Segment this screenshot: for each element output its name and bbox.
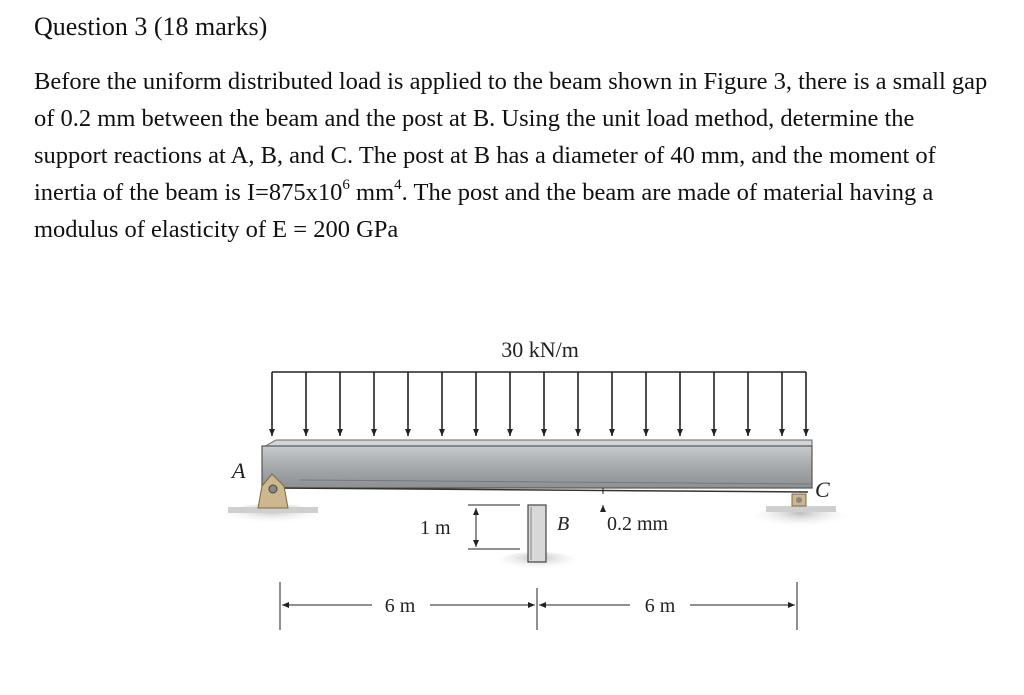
- figure-3-diagram: [0, 320, 1024, 650]
- distributed-load: [272, 372, 806, 436]
- exponent-6: 6: [342, 176, 350, 193]
- label-c: C: [815, 477, 830, 502]
- post-length-dimension: [468, 505, 520, 549]
- span-right-label: 6 m: [644, 595, 676, 617]
- beam: [262, 440, 812, 492]
- load-label: 30 kN/m: [501, 337, 579, 362]
- question-text-part1: Before the uniform distributed load is applied to the beam shown in Figure 3, there is a small gap of 0.2 mm between the beam and the post at B. Using the unit load method, determine the support reactions at A, B, and C. The post at B has a diameter of 40 mm, and the moment of inertia of the beam is I=875x10: [34, 68, 988, 206]
- label-b: B: [557, 513, 570, 535]
- span-left-label: 6 m: [384, 595, 416, 617]
- span-dimensions: [280, 582, 797, 630]
- label-a: A: [232, 458, 246, 483]
- exponent-4: 4: [394, 176, 402, 193]
- post-length-label: 1 m: [420, 517, 451, 539]
- roller-support-c: [754, 494, 846, 530]
- question-title: Question 3 (18 marks): [34, 12, 268, 41]
- gap-label: 0.2 mm: [607, 513, 669, 535]
- question-text-part3: . The post and the beam are made of material having a modulus of elasticity of E = 200 GPa: [34, 179, 934, 243]
- question-text-unit: mm: [356, 179, 395, 206]
- question-text: [34, 63, 994, 248]
